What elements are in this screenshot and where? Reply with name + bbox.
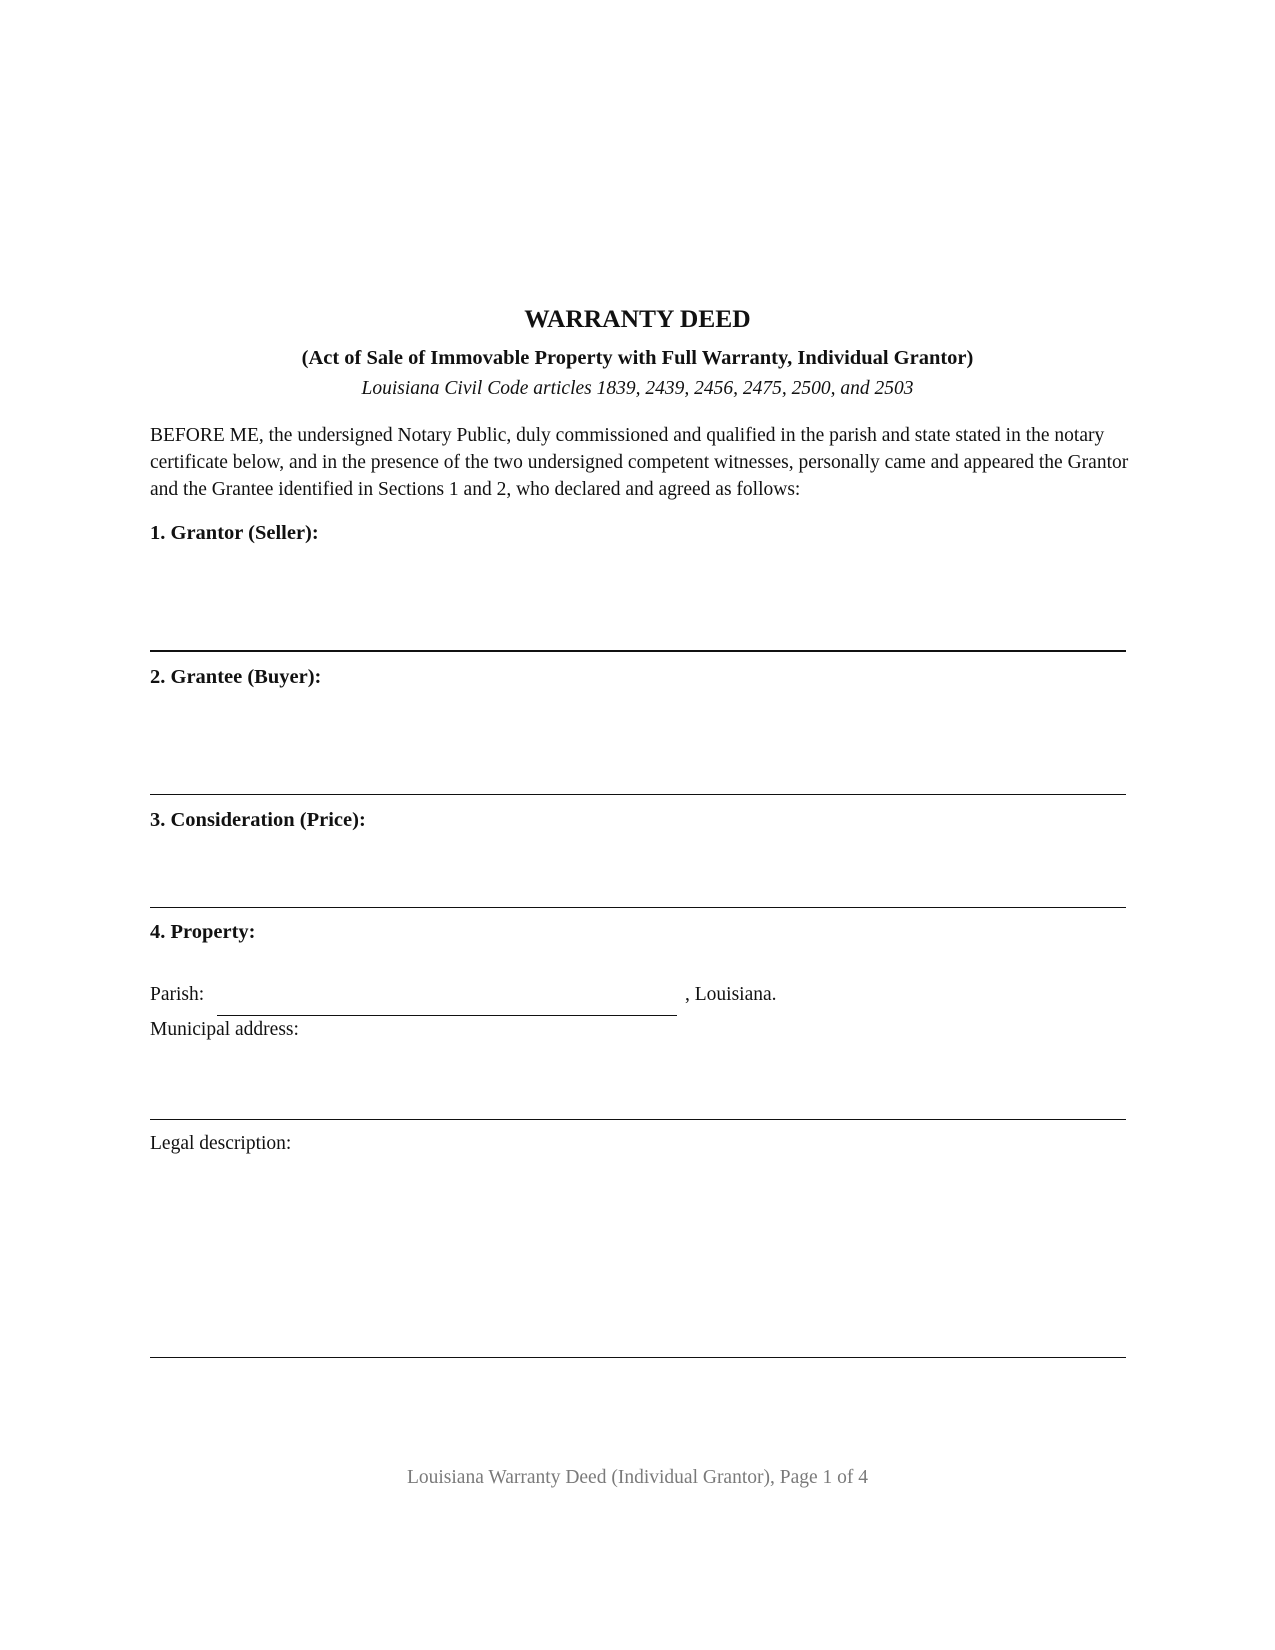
grantee-heading: 2. Grantee (Buyer):: [150, 666, 322, 688]
legal-description-label: Legal description:: [150, 1133, 292, 1154]
legal-citation: Louisiana Civil Code articles 1839, 2439, 2456, 2475, 2500, and 2503: [361, 378, 914, 399]
grantee-field[interactable]: [150, 765, 1126, 791]
consideration-heading: 3. Consideration (Price):: [150, 809, 366, 831]
grantor-signature-line: [150, 650, 1126, 652]
document-subtitle: (Act of Sale of Immovable Property with Full Warranty, Individual Grantor): [301, 347, 974, 369]
parish-field[interactable]: [217, 980, 677, 1006]
grantee-line: [150, 794, 1126, 795]
page-footer: Louisiana Warranty Deed (Individual Grantor), Page 1 of 4: [406, 1467, 869, 1488]
parish-line: [217, 1015, 677, 1016]
municipal-address-label: Municipal address:: [150, 1019, 299, 1040]
document-title: WARRANTY DEED: [524, 304, 751, 333]
municipal-address-line: [150, 1119, 1126, 1120]
consideration-line: [150, 907, 1126, 908]
grantor-heading: 1. Grantor (Seller):: [150, 522, 319, 544]
property-heading: 4. Property:: [150, 921, 256, 943]
municipal-address-field[interactable]: [150, 1090, 1126, 1116]
intro-paragraph: BEFORE ME, the undersigned Notary Public, duly commissioned and qualified in the parish and state stated in the notary certificate below, and in the presence of the two undersigned competent witnesses, personally came and appeared the Grantor and the Grantee identified in Sections 1 and 2, who declared and agreed as follows:: [150, 425, 1129, 500]
grantor-field[interactable]: [150, 600, 1126, 626]
legal-description-field[interactable]: [150, 1170, 1126, 1350]
legal-description-line: [150, 1357, 1126, 1358]
consideration-field[interactable]: [150, 876, 1126, 902]
parish-label: Parish:: [150, 984, 205, 1005]
parish-suffix: , Louisiana.: [685, 984, 777, 1005]
